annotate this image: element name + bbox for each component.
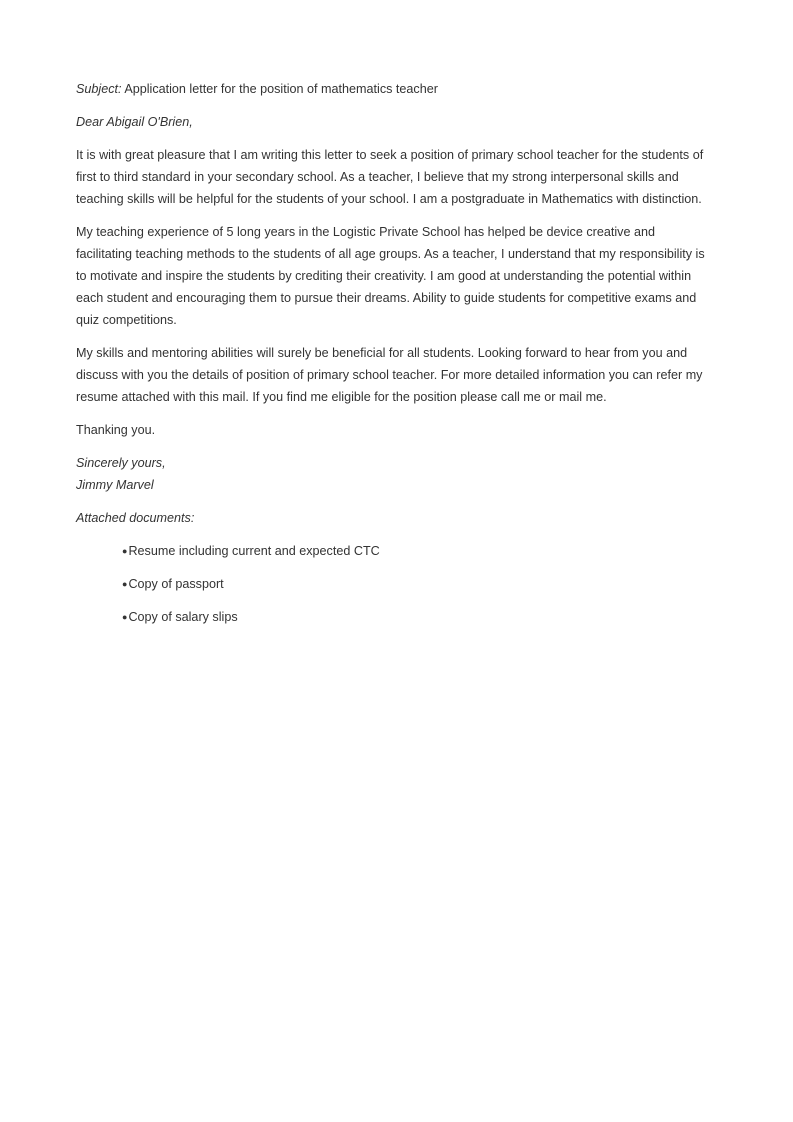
subject-line	[76, 78, 706, 100]
attachments-list	[76, 540, 706, 628]
attachment-label: Resume including current and expected CTC	[128, 544, 380, 558]
subject-label: Subject:	[76, 82, 122, 96]
signoff-block	[76, 452, 706, 496]
bullet-icon: ●	[122, 612, 128, 622]
list-item	[122, 540, 706, 562]
closing-line: Sincerely yours,	[76, 456, 166, 470]
bullet-icon: ●	[122, 579, 128, 589]
attachment-label: Copy of salary slips	[128, 610, 238, 624]
list-item	[122, 573, 706, 595]
subject-text: Application letter for the position of mathematics teacher	[121, 82, 438, 96]
body-paragraph-1: It is with great pleasure that I am writing this letter to seek a position of primary school teacher for the students of first to third standard in your secondary school. As a teacher, I believe that my strong interpersonal skills and teaching skills will be helpful for the students of your school. I am a postgraduate in Mathematics with distinction.	[76, 148, 704, 206]
body-paragraph-2: My teaching experience of 5 long years in the Logistic Private School has helped be device creative and facilitating teaching methods to the students of all age groups. As a teacher, I understand that my responsibility is to motivate and inspire the students by crediting their creativity. I am good at understanding the potential within each student and encouraging them to pursue their dreams. Ability to guide students for competitive exams and quiz competitions.	[76, 225, 705, 327]
bullet-icon: ●	[122, 546, 128, 556]
list-item	[122, 606, 706, 628]
body-paragraph-3: My skills and mentoring abilities will surely be beneficial for all students. Looking forward to hear from you and discuss with you the details of position of primary school teacher. For more detailed information you can refer my resume attached with this mail. If you find me eligible for the position please call me or mail me.	[76, 346, 703, 404]
letter-page	[76, 78, 706, 628]
attachment-label: Copy of passport	[128, 577, 224, 591]
attachments-heading: Attached documents:	[76, 511, 195, 525]
greeting: Dear Abigail O'Brien,	[76, 115, 193, 129]
thanks-line: Thanking you.	[76, 423, 156, 437]
signature-name: Jimmy Marvel	[76, 478, 154, 492]
